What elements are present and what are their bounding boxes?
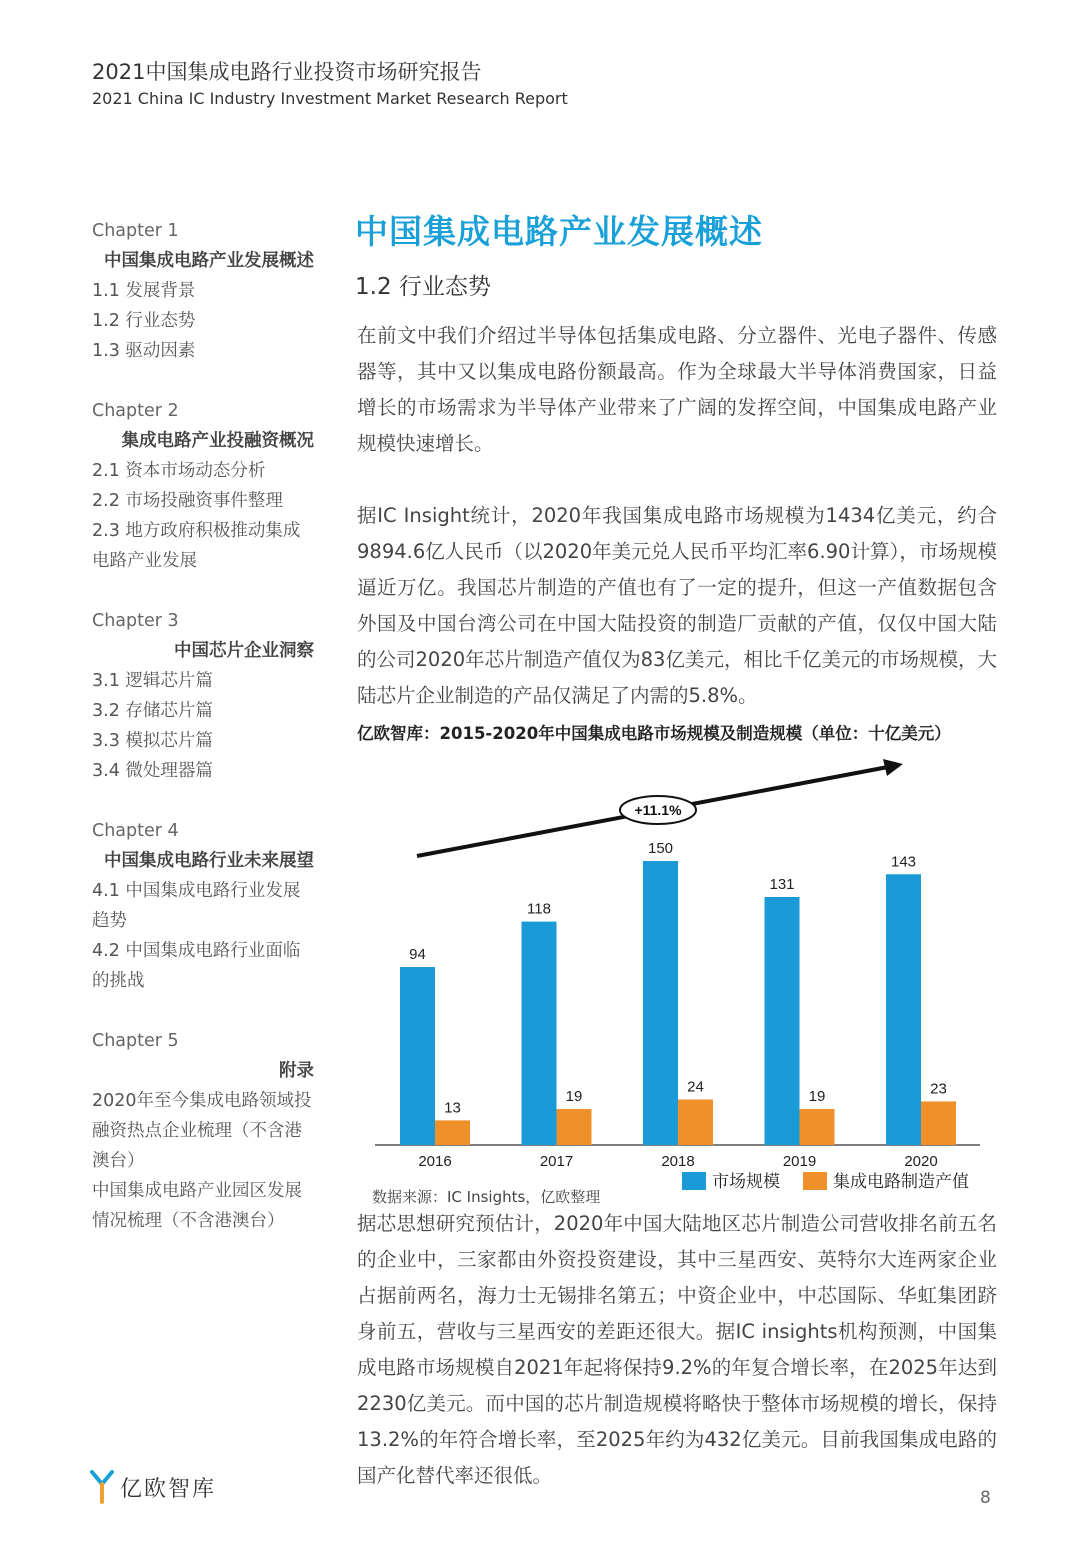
chapter-navigation (92, 216, 314, 1266)
chapter-item[interactable]: 3.2 存储芯片篇 (92, 701, 213, 721)
data-label: 19 (808, 1088, 826, 1106)
data-label: 94 (409, 946, 426, 964)
bar-market (643, 861, 678, 1145)
chapter-item[interactable]: 趋势 (92, 911, 127, 931)
chart-source: 数据来源：IC Insights，亿欧整理 (372, 1188, 601, 1206)
section-heading: 1.2 行业态势 (355, 274, 491, 300)
chapter-title[interactable]: 附录 (279, 1061, 314, 1081)
chapter-group (92, 1026, 314, 1236)
brand-logo (90, 1470, 216, 1504)
chapter-item[interactable]: 3.4 微处理器篇 (92, 761, 213, 781)
logo-icon (90, 1470, 114, 1504)
data-label: 131 (769, 875, 795, 893)
legend-swatch (803, 1172, 827, 1190)
trend-arrow-head (883, 759, 903, 776)
paragraph-intro: 在前文中我们介绍过半导体包括集成电路、分立器件、光电子器件、传感器等，其中又以集成电路份额最高。作为全球最大半导体消费国家，日益增长的市场需求为半导体产业带来了广阔的发挥空间，中国集成电路产业规模快速增长。 (357, 324, 997, 455)
chapter-item[interactable]: 3.3 模拟芯片篇 (92, 731, 213, 751)
x-tick-label: 2017 (539, 1153, 574, 1170)
bar-manufacturing (800, 1109, 835, 1145)
x-tick-label: 2020 (904, 1153, 938, 1170)
chapter-title[interactable]: 中国集成电路行业未来展望 (104, 851, 314, 871)
chapter-item[interactable]: 2.3 地方政府积极推动集成 (92, 521, 301, 541)
bar-manufacturing (557, 1109, 592, 1145)
chapter-item[interactable]: 2020年至今集成电路领域投 (92, 1091, 312, 1111)
report-title-cn: 2021中国集成电路行业投资市场研究报告 (92, 60, 482, 84)
chapter-group (92, 216, 314, 366)
data-label: 13 (444, 1099, 461, 1117)
bar-chart (340, 748, 1000, 1208)
report-title-en: 2021 China IC Industry Investment Market Research Report (92, 89, 568, 108)
chapter-item[interactable]: 情况梳理（不含港澳台） (92, 1211, 285, 1231)
chapter-group (92, 816, 314, 996)
bar-manufacturing (678, 1100, 713, 1145)
bar-manufacturing (921, 1101, 956, 1145)
paragraph-statistics: 据IC Insight统计，2020年我国集成电路市场规模为1434亿美元，约合9894.6亿人民币（以2020年美元兑人民币平均汇率6.90计算），市场规模逼近万亿。我国芯片制造的产值也有了一定的提升，但这一产值数据包含外国及中国台湾公司在中国大陆投资的制造厂贡献的产值，仅仅中国大陆的公司2020年芯片制造产值仅为83亿美元，相比千亿美元的市场规模，大陆芯片企业制造的产品仅满足了内需的5.8%。 (357, 504, 997, 707)
logo-text: 亿欧智库 (120, 1476, 217, 1502)
chapter-item[interactable]: 3.1 逻辑芯片篇 (92, 671, 213, 691)
chapter-label[interactable]: Chapter 3 (92, 611, 179, 631)
data-label: 24 (687, 1078, 704, 1096)
chapter-item[interactable]: 融资热点企业梳理（不含港 (92, 1121, 302, 1141)
chapter-label[interactable]: Chapter 2 (92, 401, 179, 421)
legend-label: 集成电路制造产值 (833, 1172, 969, 1192)
growth-annotation: +11.1% (634, 802, 682, 818)
legend-label: 市场规模 (712, 1172, 780, 1192)
x-tick-label: 2019 (782, 1153, 817, 1170)
chapter-item[interactable]: 1.3 驱动因素 (92, 341, 196, 361)
page-title: 中国集成电路产业发展概述 (355, 212, 763, 251)
chapter-group (92, 606, 314, 786)
chapter-item[interactable]: 电路产业发展 (92, 551, 197, 571)
data-label: 150 (647, 840, 674, 857)
chapter-label[interactable]: Chapter 5 (92, 1031, 179, 1051)
chart-title: 亿欧智库：2015-2020年中国集成电路市场规模及制造规模（单位：十亿美元） (357, 724, 951, 743)
chapter-item[interactable]: 2.2 市场投融资事件整理 (92, 491, 283, 511)
page-number: 8 (980, 1488, 991, 1508)
chapter-label[interactable]: Chapter 4 (92, 821, 179, 841)
chapter-title[interactable]: 中国集成电路产业发展概述 (104, 251, 314, 271)
bar-market (400, 967, 435, 1145)
bar-market (522, 922, 557, 1145)
legend-swatch (682, 1172, 706, 1190)
chapter-item[interactable]: 1.1 发展背景 (92, 281, 196, 301)
chapter-group (92, 396, 314, 576)
chapter-item[interactable]: 4.2 中国集成电路行业面临 (92, 941, 301, 961)
paragraph-forecast: 据芯思想研究预估计，2020年中国大陆地区芯片制造公司营收排名前五名的企业中，三家都由外资投资建设，其中三星西安、英特尔大连两家企业占据前两名，海力士无锡排名第五；中资企业中，中芯国际、华虹集团跻身前五，营收与三星西安的差距还很大。据IC insights机构预测，中国集成电路市场规模自2021年起将保持9.2%的年复合增长率，在2025年达到2230亿美元。而中国的芯片制造规模将略快于整体市场规模的增长，保持13.2%的年符合增长率，至2025年约为432亿美元。目前我国集成电路的国产化替代率还很低。 (357, 1212, 997, 1487)
chapter-item[interactable]: 4.1 中国集成电路行业发展 (92, 881, 301, 901)
bar-market (886, 874, 921, 1145)
data-label: 143 (890, 853, 917, 871)
data-label: 118 (527, 900, 551, 918)
bar-manufacturing (435, 1120, 470, 1145)
chapter-item[interactable]: 的挑战 (92, 971, 145, 991)
data-label: 19 (565, 1088, 583, 1106)
chapter-item[interactable]: 澳台） (92, 1151, 145, 1171)
chapter-label[interactable]: Chapter 1 (92, 221, 179, 241)
chapter-item[interactable]: 1.2 行业态势 (92, 311, 196, 331)
x-tick-label: 2016 (418, 1153, 452, 1170)
chapter-title[interactable]: 中国芯片企业洞察 (174, 641, 314, 661)
bar-market (765, 897, 800, 1145)
data-label: 23 (930, 1080, 947, 1098)
chapter-item[interactable]: 2.1 资本市场动态分析 (92, 461, 266, 481)
chapter-title[interactable]: 集成电路产业投融资概况 (121, 431, 314, 451)
x-tick-label: 2018 (661, 1153, 695, 1170)
chapter-item[interactable]: 中国集成电路产业园区发展 (92, 1181, 302, 1201)
